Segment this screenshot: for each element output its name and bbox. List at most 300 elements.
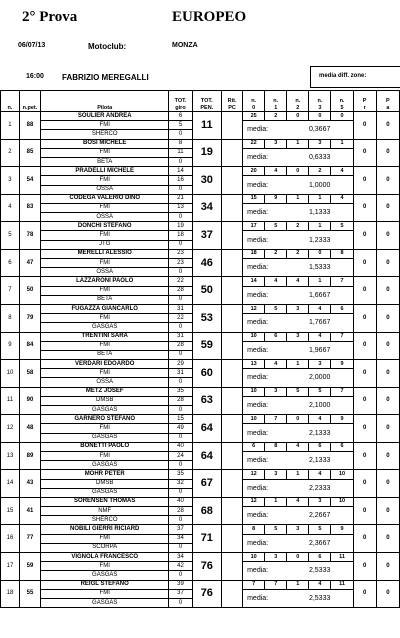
zone-count-1: 3 bbox=[265, 387, 287, 396]
zone-count-2: 0 bbox=[287, 112, 309, 121]
media-label: media: bbox=[243, 341, 287, 359]
media-value: 2,1000 bbox=[287, 396, 353, 414]
media-diff-zone-box: media diff. zone: bbox=[310, 66, 400, 88]
rider-federation: NMF bbox=[40, 507, 168, 516]
p-r-value: 0 bbox=[353, 497, 376, 525]
rider-motorcycle: SHERCO bbox=[40, 130, 168, 139]
rider-position: 5 bbox=[1, 222, 20, 250]
zone-count-5: 11 bbox=[331, 580, 353, 589]
table-row bbox=[1, 553, 400, 562]
media-label: media: bbox=[243, 259, 287, 277]
zone-count-1: 4 bbox=[265, 360, 287, 369]
zone-count-3: 3 bbox=[309, 497, 331, 506]
col-z3: n. 3 bbox=[309, 91, 331, 112]
zone-count-3: 5 bbox=[309, 387, 331, 396]
rider-name: CODEGA VALERIO DINO bbox=[40, 194, 168, 203]
lap-penalty-3: 0 bbox=[169, 130, 192, 139]
rider-number: 47 bbox=[19, 249, 40, 277]
rider-federation: FMI bbox=[40, 424, 168, 433]
rit-pc bbox=[222, 332, 243, 360]
p-r-value: 0 bbox=[353, 167, 376, 195]
rider-number: 50 bbox=[19, 277, 40, 305]
table-row bbox=[1, 332, 400, 341]
media-value: 2,2667 bbox=[287, 507, 353, 525]
lap-penalty-2: 31 bbox=[169, 369, 192, 378]
zone-count-1: 6 bbox=[265, 332, 287, 341]
zone-count-5: 9 bbox=[331, 415, 353, 424]
zone-count-5: 11 bbox=[331, 553, 353, 562]
rider-federation: FMI bbox=[40, 314, 168, 323]
rider-motorcycle: BETA bbox=[40, 157, 168, 166]
p-r-value: 0 bbox=[353, 112, 376, 140]
media-label: media: bbox=[243, 424, 287, 442]
zone-count-5: 1 bbox=[331, 139, 353, 148]
media-value: 1,7667 bbox=[287, 314, 353, 332]
p-a-value: 0 bbox=[376, 553, 399, 581]
zone-count-0: 12 bbox=[243, 497, 265, 506]
total-penalty: 60 bbox=[192, 360, 221, 388]
zone-count-2: 0 bbox=[287, 553, 309, 562]
lap-penalty-3: 0 bbox=[169, 488, 192, 497]
p-a-value: 0 bbox=[376, 415, 399, 443]
rit-pc bbox=[222, 249, 243, 277]
rider-position: 3 bbox=[1, 167, 20, 195]
zone-count-5: 10 bbox=[331, 497, 353, 506]
rider-federation: FMI bbox=[40, 369, 168, 378]
zone-count-3: 1 bbox=[309, 222, 331, 231]
rider-name: GARNERO STEFANO bbox=[40, 415, 168, 424]
rider-motorcycle: GASGAS bbox=[40, 406, 168, 415]
rider-number: 89 bbox=[19, 442, 40, 470]
p-r-value: 0 bbox=[353, 222, 376, 250]
table-row bbox=[1, 194, 400, 203]
rider-name: REIGL STEFANO bbox=[40, 580, 168, 589]
table-row bbox=[1, 525, 400, 534]
col-pos: n. bbox=[1, 91, 20, 112]
p-a-value: 0 bbox=[376, 442, 399, 470]
zone-count-2: 0 bbox=[287, 415, 309, 424]
media-value: 2,1333 bbox=[287, 451, 353, 469]
total-penalty: 71 bbox=[192, 525, 221, 553]
lap-penalty-1: 40 bbox=[169, 497, 192, 506]
zone-count-1: 3 bbox=[265, 470, 287, 479]
zone-count-2: 1 bbox=[287, 139, 309, 148]
media-value: 2,5333 bbox=[287, 562, 353, 580]
media-value: 2,3667 bbox=[287, 534, 353, 552]
rider-number: 77 bbox=[19, 525, 40, 553]
zone-count-5: 9 bbox=[331, 360, 353, 369]
col-tot-giro: TOT. giro bbox=[169, 91, 192, 112]
media-value: 1,0000 bbox=[287, 176, 353, 194]
rider-number: 90 bbox=[19, 387, 40, 415]
col-tot-pen: TOT. PEN. bbox=[192, 91, 221, 112]
rider-name: VIGNOLA FRANCESCO bbox=[40, 553, 168, 562]
lap-penalty-3: 0 bbox=[169, 268, 192, 277]
zone-count-3: 1 bbox=[309, 277, 331, 286]
rider-name: BOSI MICHELE bbox=[40, 139, 168, 148]
lap-penalty-3: 0 bbox=[169, 378, 192, 387]
media-label: media: bbox=[243, 589, 287, 607]
media-label: media: bbox=[243, 369, 287, 387]
lap-penalty-1: 22 bbox=[169, 277, 192, 286]
lap-penalty-2: 24 bbox=[169, 451, 192, 460]
media-value: 0,3667 bbox=[287, 121, 353, 139]
p-r-value: 0 bbox=[353, 249, 376, 277]
p-a-value: 0 bbox=[376, 249, 399, 277]
media-label: media: bbox=[243, 562, 287, 580]
zone-count-1: 5 bbox=[265, 222, 287, 231]
lap-penalty-2: 18 bbox=[169, 231, 192, 240]
lap-penalty-3: 0 bbox=[169, 323, 192, 332]
media-label: media: bbox=[243, 451, 287, 469]
zone-count-1: 5 bbox=[265, 304, 287, 313]
lap-penalty-1: 21 bbox=[169, 194, 192, 203]
p-r-value: 0 bbox=[353, 470, 376, 498]
total-penalty: 67 bbox=[192, 470, 221, 498]
rider-position: 7 bbox=[1, 277, 20, 305]
media-label: media: bbox=[243, 479, 287, 497]
rider-motorcycle: OSSA bbox=[40, 268, 168, 277]
zone-count-0: 14 bbox=[243, 277, 265, 286]
lap-penalty-2: 42 bbox=[169, 562, 192, 571]
zone-count-2: 2 bbox=[287, 222, 309, 231]
table-row bbox=[1, 470, 400, 479]
event-date: 06/07/13 bbox=[18, 42, 46, 49]
rider-position: 2 bbox=[1, 139, 20, 167]
p-a-value: 0 bbox=[376, 332, 399, 360]
rit-pc bbox=[222, 470, 243, 498]
lap-penalty-1: 31 bbox=[169, 332, 192, 341]
motoclub-name: MONZA bbox=[172, 42, 198, 49]
total-penalty: 37 bbox=[192, 222, 221, 250]
zone-count-0: 10 bbox=[243, 332, 265, 341]
zone-count-3: 4 bbox=[309, 415, 331, 424]
lap-penalty-1: 29 bbox=[169, 360, 192, 369]
table-row bbox=[1, 304, 400, 313]
lap-penalty-2: 28 bbox=[169, 341, 192, 350]
media-value: 1,5333 bbox=[287, 259, 353, 277]
lap-penalty-2: 28 bbox=[169, 507, 192, 516]
media-label: media: bbox=[243, 121, 287, 139]
rider-federation: FMI bbox=[40, 259, 168, 268]
zone-count-3: 4 bbox=[309, 304, 331, 313]
rider-motorcycle: OSSA bbox=[40, 378, 168, 387]
zone-count-5: 6 bbox=[331, 304, 353, 313]
rider-position: 15 bbox=[1, 497, 20, 525]
media-label: media: bbox=[243, 286, 287, 304]
rider-motorcycle: OSSA bbox=[40, 185, 168, 194]
rider-federation: FMI bbox=[40, 231, 168, 240]
total-penalty: 64 bbox=[192, 415, 221, 443]
lap-penalty-1: 39 bbox=[169, 580, 192, 589]
lap-penalty-2: 34 bbox=[169, 534, 192, 543]
lap-penalty-2: 32 bbox=[169, 479, 192, 488]
rider-motorcycle: SCORPA bbox=[40, 543, 168, 552]
p-a-value: 0 bbox=[376, 304, 399, 332]
p-a-value: 0 bbox=[376, 387, 399, 415]
zone-count-2: 0 bbox=[287, 167, 309, 176]
zone-count-2: 1 bbox=[287, 194, 309, 203]
zone-count-3: 0 bbox=[309, 249, 331, 258]
rider-federation: FMI bbox=[40, 286, 168, 295]
p-a-value: 0 bbox=[376, 525, 399, 553]
rider-federation: FMI bbox=[40, 176, 168, 185]
lap-penalty-2: 49 bbox=[169, 424, 192, 433]
rider-position: 8 bbox=[1, 304, 20, 332]
p-r-value: 0 bbox=[353, 580, 376, 608]
col-z1: n. 1 bbox=[265, 91, 287, 112]
lap-penalty-1: 37 bbox=[169, 525, 192, 534]
total-penalty: 30 bbox=[192, 167, 221, 195]
rider-number: 88 bbox=[19, 112, 40, 140]
p-r-value: 0 bbox=[353, 277, 376, 305]
lap-penalty-1: 6 bbox=[169, 112, 192, 121]
judge-name: FABRIZIO MEREGALLI bbox=[62, 73, 149, 82]
zone-count-0: 10 bbox=[243, 387, 265, 396]
rider-number: 58 bbox=[19, 360, 40, 388]
rider-name: BONETTI PAOLO bbox=[40, 442, 168, 451]
results-table bbox=[0, 90, 400, 608]
lap-penalty-1: 15 bbox=[169, 415, 192, 424]
rit-pc bbox=[222, 194, 243, 222]
zone-count-5: 9 bbox=[331, 525, 353, 534]
rider-name: LAZZARONI PAOLO bbox=[40, 277, 168, 286]
rider-motorcycle: GASGAS bbox=[40, 598, 168, 607]
rit-pc bbox=[222, 360, 243, 388]
total-penalty: 46 bbox=[192, 249, 221, 277]
zone-count-0: 20 bbox=[243, 167, 265, 176]
col-npet: n.pet. bbox=[19, 91, 40, 112]
rider-name: SOULIER ANDREA bbox=[40, 112, 168, 121]
rider-name: MERELLI ALESSIO bbox=[40, 249, 168, 258]
p-a-value: 0 bbox=[376, 277, 399, 305]
lap-penalty-3: 0 bbox=[169, 571, 192, 580]
rider-motorcycle: GASGAS bbox=[40, 433, 168, 442]
lap-penalty-1: 14 bbox=[169, 167, 192, 176]
zone-count-0: 15 bbox=[243, 194, 265, 203]
rider-motorcycle: GASGAS bbox=[40, 571, 168, 580]
table-row bbox=[1, 249, 400, 258]
rider-name: VERDARI EDOARDO bbox=[40, 360, 168, 369]
lap-penalty-2: 16 bbox=[169, 176, 192, 185]
zone-count-2: 3 bbox=[287, 525, 309, 534]
rider-name: METZ JOSEF bbox=[40, 387, 168, 396]
zone-count-1: 4 bbox=[265, 167, 287, 176]
zone-count-5: 0 bbox=[331, 112, 353, 121]
table-row bbox=[1, 112, 400, 121]
p-r-value: 0 bbox=[353, 525, 376, 553]
round-title: 2° Prova bbox=[22, 9, 78, 25]
rider-motorcycle: SHERCO bbox=[40, 516, 168, 525]
col-z2: n. 2 bbox=[287, 91, 309, 112]
lap-penalty-1: 34 bbox=[169, 553, 192, 562]
p-a-value: 0 bbox=[376, 167, 399, 195]
rider-number: 59 bbox=[19, 553, 40, 581]
zone-count-3: 1 bbox=[309, 194, 331, 203]
table-row bbox=[1, 222, 400, 231]
rider-position: 9 bbox=[1, 332, 20, 360]
zone-count-2: 3 bbox=[287, 304, 309, 313]
zone-count-1: 3 bbox=[265, 139, 287, 148]
p-r-value: 0 bbox=[353, 442, 376, 470]
zone-count-3: 3 bbox=[309, 360, 331, 369]
zone-count-3: 6 bbox=[309, 442, 331, 451]
zone-count-3: 4 bbox=[309, 470, 331, 479]
total-penalty: 50 bbox=[192, 277, 221, 305]
lap-penalty-3: 0 bbox=[169, 406, 192, 415]
p-a-value: 0 bbox=[376, 112, 399, 140]
zone-count-3: 5 bbox=[309, 525, 331, 534]
zone-count-1: 2 bbox=[265, 249, 287, 258]
col-z0: n. 0 bbox=[243, 91, 265, 112]
zone-count-3: 6 bbox=[309, 553, 331, 562]
table-row bbox=[1, 497, 400, 506]
total-penalty: 11 bbox=[192, 112, 221, 140]
zone-count-0: 8 bbox=[243, 525, 265, 534]
lap-penalty-1: 23 bbox=[169, 249, 192, 258]
total-penalty: 59 bbox=[192, 332, 221, 360]
rider-position: 18 bbox=[1, 580, 20, 608]
media-value: 2,0000 bbox=[287, 369, 353, 387]
zone-count-3: 3 bbox=[309, 139, 331, 148]
zone-count-1: 2 bbox=[265, 112, 287, 121]
rider-position: 12 bbox=[1, 415, 20, 443]
rider-position: 16 bbox=[1, 525, 20, 553]
total-penalty: 53 bbox=[192, 304, 221, 332]
table-row bbox=[1, 139, 400, 148]
lap-penalty-1: 8 bbox=[169, 139, 192, 148]
zone-count-1: 7 bbox=[265, 580, 287, 589]
p-r-value: 0 bbox=[353, 360, 376, 388]
zone-count-3: 4 bbox=[309, 580, 331, 589]
zone-count-5: 6 bbox=[331, 442, 353, 451]
rider-motorcycle: BETA bbox=[40, 295, 168, 304]
rider-name: NOBILI GIERRI RICIARD bbox=[40, 525, 168, 534]
rit-pc bbox=[222, 387, 243, 415]
table-row bbox=[1, 580, 400, 589]
p-r-value: 0 bbox=[353, 139, 376, 167]
media-label: media: bbox=[243, 203, 287, 221]
lap-penalty-3: 0 bbox=[169, 433, 192, 442]
rider-position: 11 bbox=[1, 387, 20, 415]
zone-count-1: 3 bbox=[265, 553, 287, 562]
p-a-value: 0 bbox=[376, 497, 399, 525]
col-p2: P a bbox=[376, 91, 399, 112]
zone-count-5: 7 bbox=[331, 387, 353, 396]
media-value: 1,9667 bbox=[287, 341, 353, 359]
zone-count-0: 18 bbox=[243, 249, 265, 258]
zone-count-2: 2 bbox=[287, 249, 309, 258]
rider-number: 43 bbox=[19, 470, 40, 498]
p-a-value: 0 bbox=[376, 194, 399, 222]
rider-number: 41 bbox=[19, 497, 40, 525]
table-row bbox=[1, 167, 400, 176]
rider-position: 6 bbox=[1, 249, 20, 277]
p-a-value: 0 bbox=[376, 470, 399, 498]
media-value: 1,1333 bbox=[287, 203, 353, 221]
rider-name: PRADELLI MICHELE bbox=[40, 167, 168, 176]
zone-count-0: 7 bbox=[243, 580, 265, 589]
zone-count-1: 7 bbox=[265, 415, 287, 424]
zone-count-0: 6 bbox=[243, 442, 265, 451]
rider-federation: FMI bbox=[40, 451, 168, 460]
lap-penalty-1: 40 bbox=[169, 442, 192, 451]
rider-name: DONCHI STEFANO bbox=[40, 222, 168, 231]
rider-position: 13 bbox=[1, 442, 20, 470]
total-penalty: 64 bbox=[192, 442, 221, 470]
lap-penalty-2: 5 bbox=[169, 121, 192, 130]
rit-pc bbox=[222, 442, 243, 470]
zone-count-0: 12 bbox=[243, 304, 265, 313]
zone-count-3: 2 bbox=[309, 167, 331, 176]
zone-count-0: 25 bbox=[243, 112, 265, 121]
rider-motorcycle: GASGAS bbox=[40, 323, 168, 332]
rider-number: 79 bbox=[19, 304, 40, 332]
rider-federation: FMI bbox=[40, 562, 168, 571]
p-r-value: 0 bbox=[353, 387, 376, 415]
lap-penalty-1: 31 bbox=[169, 304, 192, 313]
zone-count-1: 1 bbox=[265, 497, 287, 506]
lap-penalty-3: 0 bbox=[169, 157, 192, 166]
p-a-value: 0 bbox=[376, 580, 399, 608]
rider-motorcycle: JTG bbox=[40, 240, 168, 249]
lap-penalty-3: 0 bbox=[169, 350, 192, 359]
rider-motorcycle: GASGAS bbox=[40, 488, 168, 497]
event-title: EUROPEO bbox=[172, 9, 247, 25]
p-r-value: 0 bbox=[353, 332, 376, 360]
zone-count-0: 22 bbox=[243, 139, 265, 148]
media-value: 1,6667 bbox=[287, 286, 353, 304]
col-z5: n. 5 bbox=[331, 91, 353, 112]
rider-number: 83 bbox=[19, 194, 40, 222]
col-pilota: Pilota bbox=[40, 91, 168, 112]
zone-count-5: 8 bbox=[331, 249, 353, 258]
rider-position: 4 bbox=[1, 194, 20, 222]
zone-count-2: 4 bbox=[287, 277, 309, 286]
rit-pc bbox=[222, 580, 243, 608]
motoclub-label: Motoclub: bbox=[88, 42, 127, 51]
total-penalty: 68 bbox=[192, 497, 221, 525]
rider-federation: FMI bbox=[40, 534, 168, 543]
rit-pc bbox=[222, 415, 243, 443]
rider-federation: FMI bbox=[40, 341, 168, 350]
lap-penalty-2: 13 bbox=[169, 203, 192, 212]
media-label: media: bbox=[243, 148, 287, 166]
rider-number: 84 bbox=[19, 332, 40, 360]
zone-count-5: 7 bbox=[331, 332, 353, 341]
total-penalty: 76 bbox=[192, 553, 221, 581]
lap-penalty-3: 0 bbox=[169, 213, 192, 222]
p-r-value: 0 bbox=[353, 194, 376, 222]
media-value: 2,2333 bbox=[287, 479, 353, 497]
lap-penalty-2: 28 bbox=[169, 286, 192, 295]
lap-penalty-3: 0 bbox=[169, 295, 192, 304]
lap-penalty-3: 0 bbox=[169, 240, 192, 249]
media-label: media: bbox=[243, 314, 287, 332]
zone-count-3: 0 bbox=[309, 112, 331, 121]
lap-penalty-2: 28 bbox=[169, 396, 192, 405]
lap-penalty-2: 23 bbox=[169, 259, 192, 268]
lap-penalty-1: 35 bbox=[169, 470, 192, 479]
lap-penalty-2: 11 bbox=[169, 148, 192, 157]
zone-count-0: 13 bbox=[243, 360, 265, 369]
zone-count-1: 4 bbox=[265, 277, 287, 286]
p-r-value: 0 bbox=[353, 553, 376, 581]
rider-name: FUGAZZA GIANCARLO bbox=[40, 304, 168, 313]
zone-count-0: 10 bbox=[243, 415, 265, 424]
media-label: media: bbox=[243, 507, 287, 525]
table-row bbox=[1, 360, 400, 369]
